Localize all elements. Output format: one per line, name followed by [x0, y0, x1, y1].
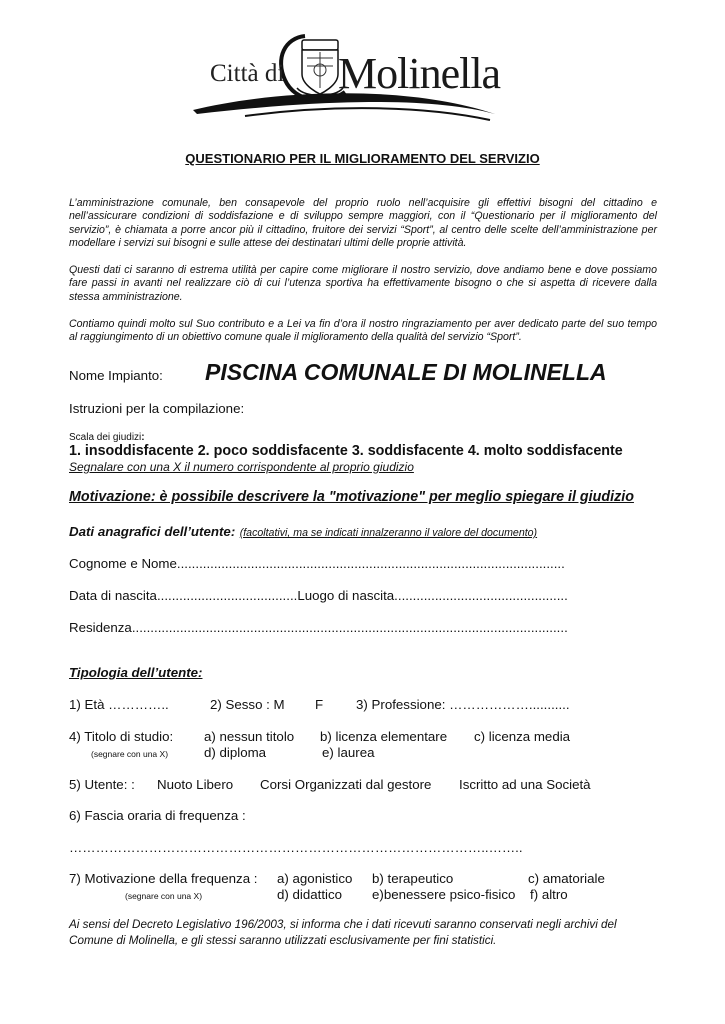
- attendance-reason-note: (segnare con una X): [125, 891, 203, 901]
- attendance-option-c[interactable]: c) amatoriale: [528, 871, 605, 886]
- logo-name: Molinella: [338, 49, 501, 98]
- scale-values: 1. insoddisfacente 2. poco soddisfacente 3. soddisfacente 4. molto soddisfacente: [69, 443, 623, 459]
- scale-note: Segnalare con una X il numero corrispondente al proprio giudizio: [69, 460, 414, 474]
- coat-of-arms-icon: [297, 40, 343, 96]
- education-note: (segnare con una X): [91, 749, 169, 759]
- profession-field[interactable]: 3) Professione: ………………...........: [356, 697, 570, 712]
- residence-field[interactable]: Residenza......................................................................................................................: [69, 620, 568, 635]
- time-slot-label: 6) Fascia oraria di frequenza :: [69, 808, 246, 823]
- attendance-option-e[interactable]: e)benessere psico-fisico: [372, 887, 516, 902]
- impianto-label: Nome Impianto:: [69, 368, 163, 383]
- attendance-option-d[interactable]: d) didattico: [277, 887, 343, 902]
- attendance-reason-label: 7) Motivazione della frequenza :: [69, 871, 258, 886]
- education-option-d[interactable]: d) diploma: [204, 745, 267, 760]
- sex-option-f[interactable]: F: [315, 697, 324, 712]
- intro-paragraph: Contiamo quindi molto sul Suo contributo e a Lei va fin d’ora il nostro ringraziamento per aver dedicato parte del suo tempo al raggiungimento di un obiettivo comune quale il miglioramento della qualità del servizio “Sport”.: [69, 318, 657, 344]
- user-kind-option-a[interactable]: Nuoto Libero: [157, 777, 234, 792]
- education-label: 4) Titolo di studio:: [69, 729, 174, 744]
- city-logo: [185, 18, 500, 123]
- motivation-heading: Motivazione: è possibile descrivere la "motivazione" per meglio spiegare il giudizio: [69, 489, 634, 505]
- privacy-notice: Ai sensi del Decreto Legislativo 196/2003, si informa che i dati ricevuti saranno conservati negli archivi del Comune di Molinella, e gli stessi saranno utilizzati esclusivamente per fini statistici.: [69, 918, 617, 947]
- education-option-a[interactable]: a) nessun titolo: [204, 729, 295, 744]
- user-kind-option-c[interactable]: Iscritto ad una Società: [459, 777, 591, 792]
- scale-label: Scala dei giudizi:: [69, 432, 145, 443]
- sex-field[interactable]: 2) Sesso : M: [210, 697, 285, 712]
- user-kind-label: 5) Utente: :: [69, 777, 135, 792]
- education-option-b[interactable]: b) licenza elementare: [320, 729, 448, 744]
- education-option-c[interactable]: c) licenza media: [474, 729, 571, 744]
- time-slot-field[interactable]: …………………………………………………………………………………..……..: [69, 840, 523, 855]
- user-kind-option-b[interactable]: Corsi Organizzati dal gestore: [260, 777, 432, 792]
- document-title: QUESTIONARIO PER IL MIGLIORAMENTO DEL SERVIZIO: [185, 151, 540, 166]
- attendance-option-b[interactable]: b) terapeutico: [372, 871, 454, 886]
- instructions-heading: Istruzioni per la compilazione:: [69, 401, 245, 416]
- intro-paragraph: Questi dati ci saranno di estrema utilità per capire come migliorare il nostro servizio, dove andiamo bene e dove possiamo fare passi in avanti nel realizzare ciò di cui l’utenza sportiva ha effettivamente bisogno o che si aspetta di ricevere dalla stessa amministrazione.: [69, 264, 657, 303]
- user-type-heading: Tipologia dell’utente:: [69, 665, 203, 680]
- logo-prefix: Città di: [210, 60, 285, 87]
- birth-field[interactable]: Data di nascita......................................Luogo di nascita...............................................: [69, 588, 568, 603]
- attendance-option-a[interactable]: a) agonistico: [277, 871, 353, 886]
- education-option-e[interactable]: e) laurea: [322, 745, 375, 760]
- age-field[interactable]: 1) Età …………..: [69, 697, 169, 712]
- intro-paragraph: L’amministrazione comunale, ben consapevole del proprio ruolo nell’acquisire gli effettivi bisogni del cittadino e nell’assicurare condizioni di soddisfazione e di sviluppo sempre maggiori, con il “Questionario per il miglioramento del servizio”, è chiamata a porre ancor più il cittadino, fruitore dei servizi “Sport”, al centro delle scelte dell’amministrazione per modellare i servizi sui bisogni e sulle attese dei destinatari ultimi delle proprie attività.: [69, 197, 657, 250]
- name-field[interactable]: Cognome e Nome.........................................................................................................: [69, 556, 565, 571]
- attendance-option-f[interactable]: f) altro: [530, 887, 568, 902]
- impianto-name: PISCINA COMUNALE DI MOLINELLA: [205, 359, 607, 385]
- personal-data-heading: Dati anagrafici dell’utente: (facoltativi, ma se indicati innalzeranno il valore del documento): [69, 524, 538, 539]
